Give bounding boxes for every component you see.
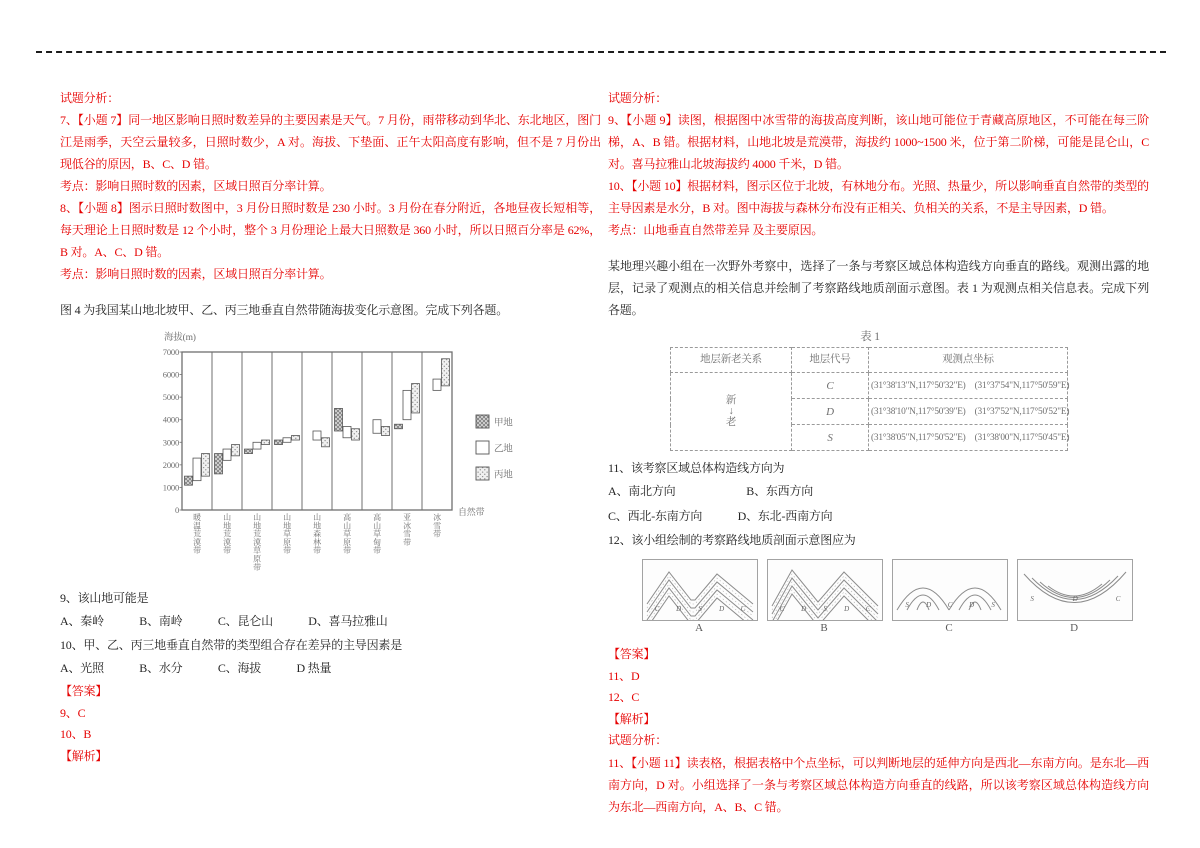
key-point-10: 考点：山地垂直自然带差异 及主要原因。 — [608, 223, 824, 237]
answer-10: 10、B — [60, 727, 92, 741]
svg-text:乙地: 乙地 — [494, 444, 513, 455]
age-arrow-icon: ↓ — [728, 406, 734, 417]
svg-text:3000: 3000 — [162, 437, 179, 448]
survey-intro: 某地理兴趣小组在一次野外考察中，选择了一条与考察区域总体构造线方向垂直的路线。观测出露的地层，记录了观测点的相关信息并绘制了考察路线地质剖面示意图。表 1 为观测点相关信息表。完成下列各题。 — [608, 259, 1149, 317]
svg-text:山地森林带: 山地森林带 — [313, 513, 321, 556]
svg-text:S: S — [1030, 595, 1034, 603]
svg-text:亚冰雪带: 亚冰雪带 — [403, 513, 411, 547]
question-10: 10、甲、乙、丙三地垂直自然带的类型组合存在差异的主导因素是 — [60, 638, 403, 652]
svg-text:C: C — [1115, 595, 1121, 603]
svg-text:C: C — [865, 605, 871, 613]
svg-text:0: 0 — [174, 505, 179, 515]
svg-text:S: S — [991, 601, 995, 609]
right-column — [608, 87, 1149, 818]
svg-text:6000: 6000 — [162, 369, 179, 380]
question-11-options-line2: C、西北-东南方向 D、东北-西南方向 — [608, 509, 833, 523]
cross-section-diagram-c — [892, 559, 1008, 621]
age-relation-cell — [671, 373, 792, 451]
vertical-natural-belt-chart — [162, 327, 574, 579]
analysis-item-8: 8、【小题 8】图示日照时数图中，3 月份日照时数是 230 小时。3 月份在春分附近，各地昼夜长短相等，每天理论上日照时数是 12 个小时，整个 3 月份理论上最大日照数是 360 小时，所以日照百分率是 62%，B 对。A、C、D 错。 — [60, 201, 601, 259]
svg-text:4000: 4000 — [162, 414, 179, 425]
svg-text:S: S — [823, 605, 827, 613]
cross-section-diagram-b — [767, 559, 883, 621]
cross-section-label: B — [820, 622, 828, 634]
page-divider-dashed-line — [36, 51, 1166, 53]
table-row — [671, 373, 1068, 399]
question-9-options: A、秦岭 B、南岭 C、昆仑山 D、喜马拉雅山 — [60, 614, 388, 628]
svg-text:S: S — [905, 601, 909, 609]
cross-section-label: A — [695, 622, 703, 634]
key-point-8: 考点：影响日照时数的因素，区域日照百分率计算。 — [60, 267, 332, 281]
analysis-label: 试题分析： — [608, 91, 668, 105]
stratum-code: S — [792, 425, 869, 451]
analysis-header: 【解析】 — [60, 748, 108, 763]
analysis-item-11: 11、【小题 11】读表格，根据表格中个点坐标，可以判断地层的延伸方向是西北—东南方向。是东北—西南方向，D 对。小组选择了一条与考察区域总体构造方向垂直的线路，所以该考察区域总体构造线方向为东北—西南方向，A、B、C 错。 — [608, 755, 1149, 814]
svg-text:冰雪带: 冰雪带 — [433, 513, 441, 539]
cross-section-option-a — [642, 559, 756, 636]
svg-text:D: D — [719, 605, 724, 613]
cross-section-option-d — [1017, 559, 1131, 636]
svg-text:暖温荒漠带: 暖温荒漠带 — [193, 513, 201, 556]
question-11-options-line1: A、南北方向 B、东西方向 — [608, 484, 814, 498]
svg-text:D: D — [926, 601, 931, 609]
analysis-item-9: 9、【小题 9】读图，根据图中冰雪带的海拔高度判断，该山地可能位于青藏高原地区，不可能在每三阶梯，A、B 错。根据材料，山地北坡是荒漠带，海拔约 1000~1500 米，位于第二阶梯，可能是昆仑山，C 对。喜马拉雅山北坡海拔约 4000 千米，D 错。 — [608, 113, 1149, 171]
svg-text:2000: 2000 — [162, 459, 179, 470]
cross-section-label: C — [945, 622, 953, 634]
answer-header: 【答案】 — [608, 647, 656, 661]
table1-caption: 表 1 — [860, 331, 880, 343]
cross-section-option-c — [892, 559, 1006, 636]
cross-section-label: D — [1070, 622, 1078, 634]
svg-text:D: D — [801, 605, 806, 613]
analysis-label: 试题分析： — [608, 733, 668, 747]
svg-text:D: D — [844, 605, 849, 613]
answer-12: 12、C — [608, 690, 640, 704]
observation-coordinates: (31°38'05"N,117°50'52"E) (31°38'00"N,117°50'45"E) — [869, 425, 1068, 451]
cross-section-options — [642, 559, 1149, 636]
observation-coordinates: (31°38'13"N,117°50'32"E) (31°37'54"N,117°50'59"E) — [869, 373, 1068, 399]
col-header-stratum-code: 地层代号 — [792, 348, 869, 373]
stratum-code: D — [792, 399, 869, 425]
key-point-7: 考点：影响日照时数的因素，区域日照百分率计算。 — [60, 179, 332, 193]
left-column — [60, 87, 601, 767]
svg-text:丙地: 丙地 — [494, 470, 513, 481]
question-12: 12、该小组绘制的考察路线地质剖面示意图应为 — [608, 533, 856, 547]
svg-text:甲地: 甲地 — [494, 418, 513, 429]
svg-text:C: C — [947, 601, 953, 609]
observation-coordinates: (31°38'10"N,117°50'39"E) (31°37'52"N,117°50'52"E) — [869, 399, 1068, 425]
age-new: 新 — [725, 395, 737, 406]
svg-text:海拔(m): 海拔(m) — [164, 333, 196, 343]
svg-text:7000: 7000 — [162, 347, 179, 357]
svg-text:自然带: 自然带 — [458, 507, 485, 517]
question-11: 11、该考察区域总体构造线方向为 — [608, 461, 785, 475]
analysis-label: 试题分析： — [60, 91, 120, 105]
answer-header: 【答案】 — [60, 684, 108, 698]
observation-table — [670, 347, 1068, 451]
svg-text:C: C — [740, 605, 746, 613]
svg-text:C: C — [779, 605, 785, 613]
cross-section-option-b — [767, 559, 881, 636]
svg-text:D: D — [1072, 595, 1078, 603]
table-header-row — [671, 348, 1068, 373]
svg-text:S: S — [698, 605, 702, 613]
figure4-intro: 图 4 为我国某山地北坡甲、乙、丙三地垂直自然带随海拔变化示意图。完成下列各题。 — [60, 303, 509, 317]
table1-wrap — [670, 329, 1070, 451]
stratum-code: C — [792, 373, 869, 399]
svg-text:D: D — [969, 601, 974, 609]
cross-section-diagram-a — [642, 559, 758, 621]
svg-text:山地草原带: 山地草原带 — [283, 513, 291, 556]
answer-9: 9、C — [60, 705, 86, 720]
age-old: 老 — [725, 417, 737, 428]
analysis-header: 【解析】 — [608, 711, 656, 726]
answer-11: 11、D — [608, 668, 640, 683]
col-header-coordinates: 观测点坐标 — [869, 348, 1068, 373]
question-10-options: A、光照 B、水分 C、海拔 D 热量 — [60, 661, 332, 675]
svg-text:山地荒漠带: 山地荒漠带 — [223, 513, 231, 556]
analysis-item-7: 7、【小题 7】同一地区影响日照时数差异的主要因素是天气。7 月份，雨带移动到华北、东北地区，图门江是雨季，天空云量较多，日照时数少，A 对。海拔、下垫面、正午太阳高度有影响，但不是 7 月份出现低谷的原因，B、C、D 错。 — [60, 113, 601, 171]
svg-text:高山草甸带: 高山草甸带 — [373, 513, 381, 556]
svg-text:C: C — [654, 605, 660, 613]
question-9: 9、该山地可能是 — [60, 591, 149, 605]
analysis-item-10: 10、【小题 10】根据材料，图示区位于北坡，有林地分布。光照、热量少，所以影响垂直自然带的类型的主导因素是水分，B 对。图中海拔与森林分布没有正相关、负相关的关系，不是主导因素，D 错。 — [608, 179, 1149, 215]
svg-text:1000: 1000 — [162, 482, 179, 493]
svg-text:高山草原带: 高山草原带 — [343, 513, 351, 556]
figure4-chart-wrap — [162, 327, 601, 579]
svg-text:D: D — [676, 605, 681, 613]
col-header-age-relation: 地层新老关系 — [671, 348, 792, 373]
svg-text:5000: 5000 — [162, 392, 179, 403]
cross-section-diagram-d — [1017, 559, 1133, 621]
svg-text:山地荒漠草原带: 山地荒漠草原带 — [253, 513, 261, 572]
